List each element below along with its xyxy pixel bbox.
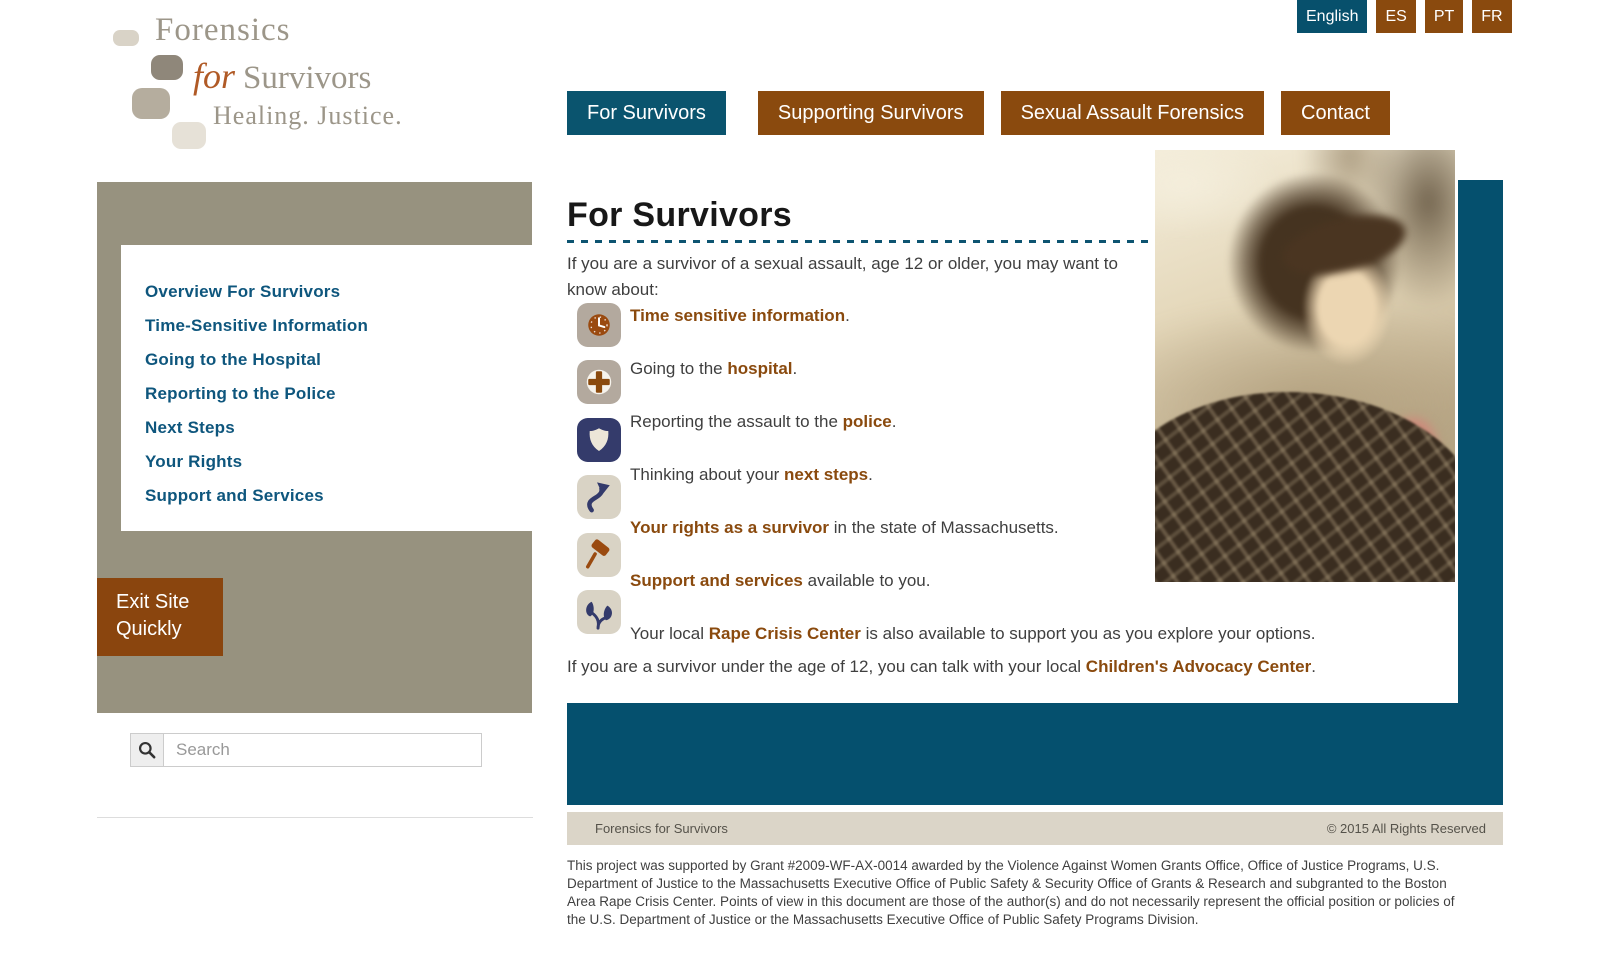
info-line-your-rights: Your rights as a survivor in the state of Massachusetts.: [630, 518, 1059, 537]
sidebar-item-overview[interactable]: Overview For Survivors: [145, 282, 341, 301]
info-line-time-sensitive: Time sensitive information.: [630, 306, 850, 325]
lang-button-pt[interactable]: PT: [1425, 0, 1463, 33]
nav-tab-supporting-survivors[interactable]: Supporting Survivors: [758, 91, 984, 135]
plant-icon: [577, 590, 621, 634]
logo-word-survivors: Survivors: [243, 60, 372, 96]
inline-link[interactable]: next steps: [784, 465, 869, 484]
lang-button-fr[interactable]: FR: [1472, 0, 1511, 33]
info-line-police: Reporting the assault to the police.: [630, 412, 897, 431]
footer-site-name: Forensics for Survivors: [595, 821, 728, 836]
page-title: For Survivors: [567, 196, 792, 234]
search-button[interactable]: [130, 733, 164, 767]
search-bar: [130, 733, 482, 767]
info-line-hospital: Going to the hospital.: [630, 359, 798, 378]
sidebar-divider: [97, 817, 533, 818]
nav-tab-sexual-assault-forensics[interactable]: Sexual Assault Forensics: [1001, 91, 1264, 135]
teal-bottom-band: [567, 703, 1503, 805]
inline-link[interactable]: police: [842, 412, 892, 431]
logo-text: [155, 12, 403, 131]
inline-link[interactable]: Support and services: [630, 571, 803, 590]
hospital-cross-icon: [577, 360, 621, 404]
nav-tab-contact[interactable]: Contact: [1281, 91, 1390, 135]
info-line-next-steps: Thinking about your next steps.: [630, 465, 873, 484]
gavel-icon: [577, 533, 621, 577]
main-nav: [567, 91, 1390, 135]
search-input[interactable]: [164, 733, 482, 767]
police-shield-icon: [577, 418, 621, 462]
sidebar-item-your-rights[interactable]: Your Rights: [145, 452, 243, 471]
lang-button-es[interactable]: ES: [1376, 0, 1415, 33]
exit-site-quickly-button[interactable]: Exit Site Quickly: [97, 578, 223, 656]
logo-word-for: for: [193, 56, 236, 96]
sidebar-item-next-steps[interactable]: Next Steps: [145, 418, 235, 437]
info-line-support-services: Support and services available to you.: [630, 571, 931, 590]
inline-link[interactable]: hospital: [727, 359, 793, 378]
next-steps-arrow-icon: [577, 475, 621, 519]
sidebar-menu: [121, 245, 532, 531]
logo-tagline: Healing. Justice.: [213, 101, 403, 130]
footer-bar: [567, 812, 1503, 845]
sidebar-item-support-services[interactable]: Support and Services: [145, 486, 324, 505]
info-line-rape-crisis-center: Your local Rape Crisis Center is also available to support you as you explore your options.: [630, 624, 1316, 643]
sidebar-item-hospital[interactable]: Going to the Hospital: [145, 350, 322, 369]
logo-line1: Forensics: [155, 12, 291, 48]
footer-copyright: © 2015 All Rights Reserved: [1326, 821, 1486, 836]
title-dashed-underline: [567, 240, 1153, 243]
language-bar: [1297, 0, 1512, 33]
inline-link[interactable]: Your rights as a survivor: [630, 518, 830, 537]
logo-line2: [193, 55, 403, 97]
photo-coat: [1155, 392, 1455, 582]
sidebar-item-police[interactable]: Reporting to the Police: [145, 384, 336, 403]
nav-tab-for-survivors[interactable]: For Survivors: [567, 91, 726, 135]
sidebar-item-time-sensitive[interactable]: Time-Sensitive Information: [145, 316, 369, 335]
inline-link[interactable]: Time sensitive information: [630, 306, 846, 325]
inline-link[interactable]: Rape Crisis Center: [708, 624, 861, 643]
inline-link[interactable]: Children's Advocacy Center: [1085, 657, 1312, 676]
logo-square-icon: [113, 30, 139, 46]
grant-disclaimer: This project was supported by Grant #2009-WF-AX-0014 awarded by the Violence Against Women Grants Office, Office of Justice Programs, U.S. Department of Justice to the Massachusetts Executive Office of Public Safety & Security Office of Grants & Research and subgranted to the Boston Area Rape Crisis Center. Points of view in this document are those of the author(s) and do not necessarily represent the official position or policies of the U.S. Department of Justice or the Massachusetts Executive Office of Public Safety Programs Division.: [567, 858, 1455, 927]
lang-button-english[interactable]: English: [1297, 0, 1367, 33]
site-logo[interactable]: [97, 8, 437, 148]
survivor-photo: [1155, 150, 1455, 582]
closing-paragraph: If you are a survivor under the age of 12, you can talk with your local Children's Advocacy Center.: [567, 657, 1316, 676]
intro-paragraph: If you are a survivor of a sexual assault, age 12 or older, you may want to know about:: [567, 254, 1118, 300]
search-icon: [136, 739, 158, 761]
clock-icon: [577, 303, 621, 347]
